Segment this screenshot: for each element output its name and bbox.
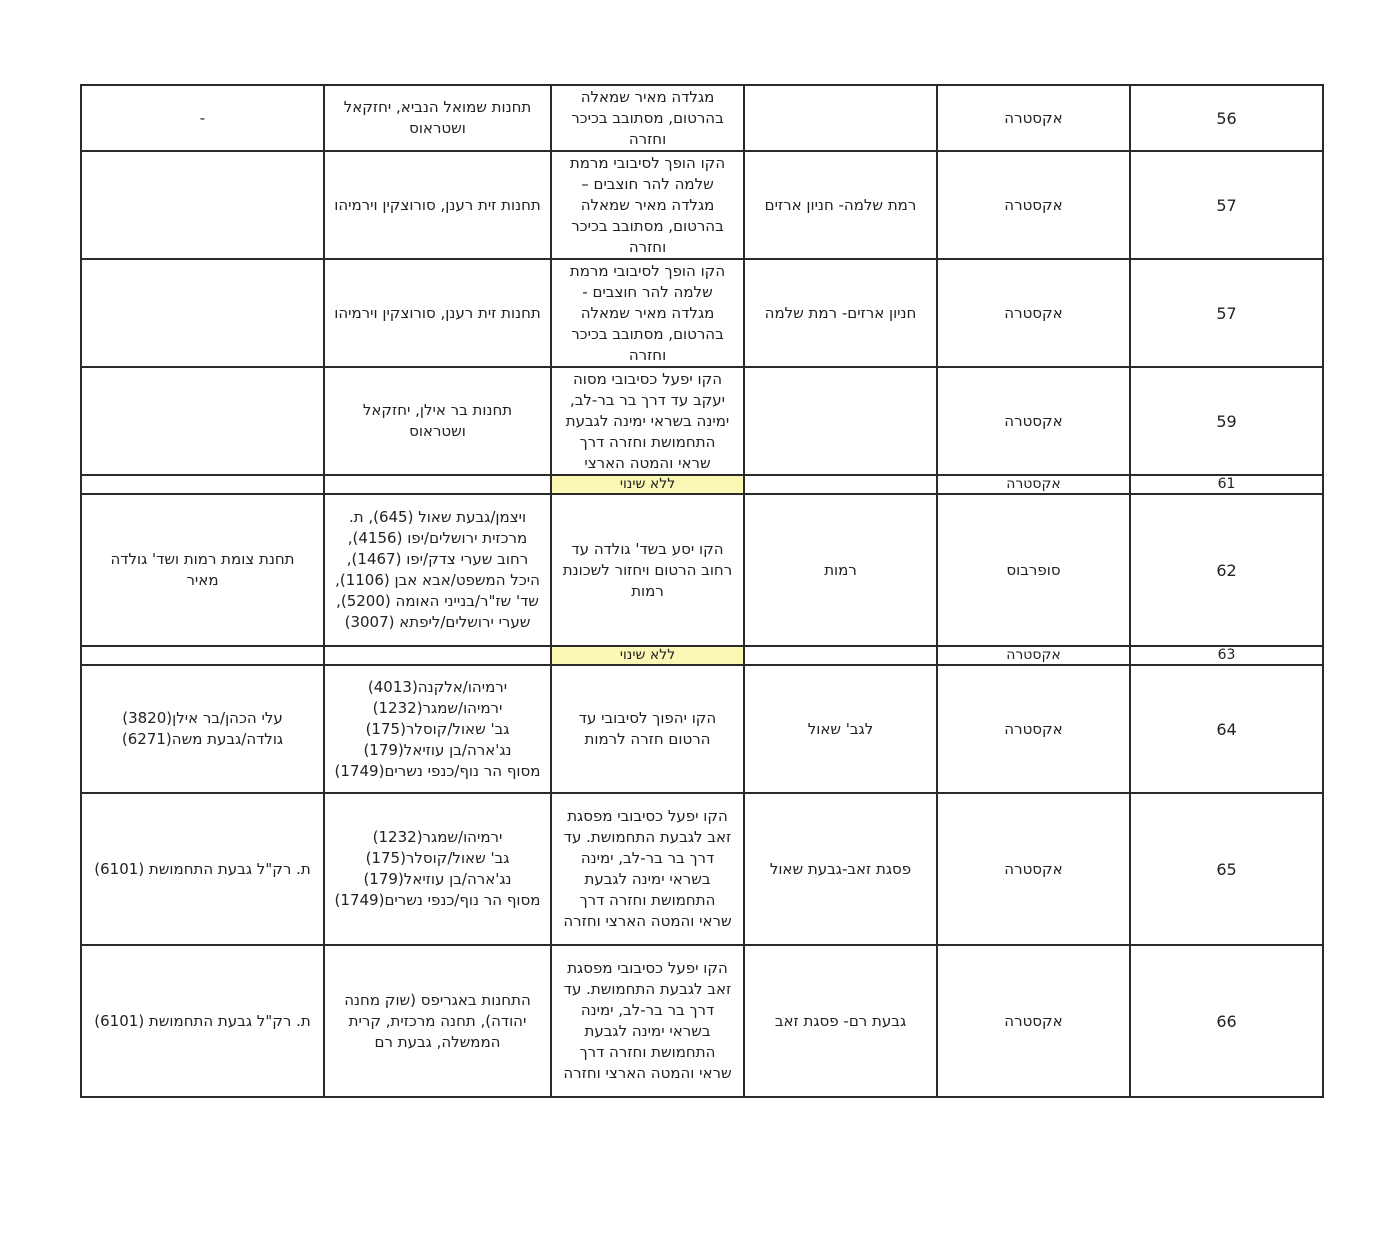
operator-cell: אקסטרה (937, 475, 1130, 494)
alternative-stops-cell (81, 367, 324, 475)
line-number-cell: 66 (1130, 945, 1323, 1097)
line-number-cell: 63 (1130, 646, 1323, 665)
change-description-cell: ללא שינוי (551, 475, 744, 494)
alternative-stops-cell: ת. רק"ל גבעת התחמושת (6101) (81, 793, 324, 945)
change-description-cell: הקו הופך לסיבובי מרמת שלמה להר חוצבים - מגלדה מאיר שמאלה בהרטום, מסתובב בכיכר וחזרה (551, 259, 744, 367)
alternative-stops-cell: תחנת צומת רמות ושד' גולדה מאיר (81, 494, 324, 646)
table-row (81, 475, 1323, 494)
route-cell: לגב' שאול (744, 665, 937, 793)
cancelled-stops-cell: תחנות שמואל הנביא, יחזקאל ושטראוס (324, 85, 551, 151)
change-description-cell: הקו יהפוך לסיבובי עד הרטום חזרה לרמות (551, 665, 744, 793)
change-description-cell: ללא שינוי (551, 646, 744, 665)
table-row (81, 646, 1323, 665)
alternative-stops-cell (81, 475, 324, 494)
schedule-table (80, 84, 1324, 1098)
route-cell: חניון ארזים- רמת שלמה (744, 259, 937, 367)
cancelled-stops-cell (324, 475, 551, 494)
change-description-cell: הקו יפעל כסיבובי מפסגת זאב לגבעת התחמושת. עד דרך בר בר-לב, ימינה בשראי ימינה לגבעת התחמושת וחזרה דרך שראי והמטה הארצי וחזרה (551, 945, 744, 1097)
operator-cell: אקסטרה (937, 793, 1130, 945)
line-number-cell: 65 (1130, 793, 1323, 945)
route-cell: רמת שלמה- חניון ארזים (744, 151, 937, 259)
table-row (81, 494, 1323, 646)
cancelled-stops-cell: התחנות באגריפס (שוק מחנה יהודה), תחנה מרכזית, קרית הממשלה, גבעת רם (324, 945, 551, 1097)
alternative-stops-cell (81, 259, 324, 367)
change-description-cell: הקו יסע בשד' גולדה עד רחוב הרטום ויחזור לשכונת רמות (551, 494, 744, 646)
operator-cell: אקסטרה (937, 151, 1130, 259)
route-cell (744, 646, 937, 665)
line-number-cell: 57 (1130, 151, 1323, 259)
route-cell: גבעת רם- פסגת זאב (744, 945, 937, 1097)
alternative-stops-cell: - (81, 85, 324, 151)
line-number-cell: 61 (1130, 475, 1323, 494)
cancelled-stops-cell (324, 646, 551, 665)
route-cell (744, 367, 937, 475)
route-cell: רמות (744, 494, 937, 646)
operator-cell: אקסטרה (937, 259, 1130, 367)
schedule-table-body (81, 85, 1323, 1097)
route-cell (744, 85, 937, 151)
change-description-cell: הקו הופך לסיבובי מרמת שלמה להר חוצבים – מגלדה מאיר שמאלה בהרטום, מסתובב בכיכר וחזרה (551, 151, 744, 259)
table-row (81, 151, 1323, 259)
cancelled-stops-cell: ירמיהו/שמגר(1232) גב' שאול/קוסלר(175) נג'ארה/בן עוזיאל(179) מסוף הר נוף/כנפי נשרים(1749) (324, 793, 551, 945)
route-cell (744, 475, 937, 494)
cancelled-stops-cell: תחנות זית רענן, סורוצקין וירמיהו (324, 259, 551, 367)
operator-cell: אקסטרה (937, 945, 1130, 1097)
change-description-cell: הקו יפעל כסיבובי מסוה יעקב עד דרך בר בר-לב, ימינה בשראי ימינה לגבעת התחמושת וחזרה דרך שראי והמטה הארצי (551, 367, 744, 475)
line-number-cell: 57 (1130, 259, 1323, 367)
cancelled-stops-cell: ירמיהו/אלקנה(4013) ירמיהו/שמגר(1232) גב' שאול/קוסלר(175) נג'ארה/בן עוזיאל(179) מסוף הר נוף/כנפי נשרים(1749) (324, 665, 551, 793)
operator-cell: סופרבוס (937, 494, 1130, 646)
line-number-cell: 62 (1130, 494, 1323, 646)
line-number-cell: 59 (1130, 367, 1323, 475)
route-cell: פסגת זאב-גבעת שאול (744, 793, 937, 945)
cancelled-stops-cell: ויצמן/גבעת שאול (645), ת. מרכזית ירושלים/יפו (4156), רחוב שערי צדק/יפו (1467), היכל המשפט/אבא אבן (1106), שד' שז"ר/בנייני האומה (5200), שערי ירושלים/ליפתא (3007) (324, 494, 551, 646)
operator-cell: אקסטרה (937, 367, 1130, 475)
operator-cell: אקסטרה (937, 85, 1130, 151)
cancelled-stops-cell: תחנות זית רענן, סורוצקין וירמיהו (324, 151, 551, 259)
table-row (81, 367, 1323, 475)
table-row (81, 793, 1323, 945)
operator-cell: אקסטרה (937, 646, 1130, 665)
table-row (81, 945, 1323, 1097)
alternative-stops-cell (81, 646, 324, 665)
table-row (81, 85, 1323, 151)
change-description-cell: מגלדה מאיר שמאלה בהרטום, מסתובב בכיכר וחזרה (551, 85, 744, 151)
line-number-cell: 64 (1130, 665, 1323, 793)
table-row (81, 259, 1323, 367)
alternative-stops-cell (81, 151, 324, 259)
table-row (81, 665, 1323, 793)
operator-cell: אקסטרה (937, 665, 1130, 793)
alternative-stops-cell: ת. רק"ל גבעת התחמושת (6101) (81, 945, 324, 1097)
line-number-cell: 56 (1130, 85, 1323, 151)
alternative-stops-cell: עלי הכהן/בר אילן(3820) גולדה/גבעת משה(6271) (81, 665, 324, 793)
change-description-cell: הקו יפעל כסיבובי מפסגת זאב לגבעת התחמושת. עד דרך בר בר-לב, ימינה בשראי ימינה לגבעת התחמושת וחזרה דרך שראי והמטה הארצי וחזרה (551, 793, 744, 945)
cancelled-stops-cell: תחנות בר אילן, יחזקאל ושטראוס (324, 367, 551, 475)
